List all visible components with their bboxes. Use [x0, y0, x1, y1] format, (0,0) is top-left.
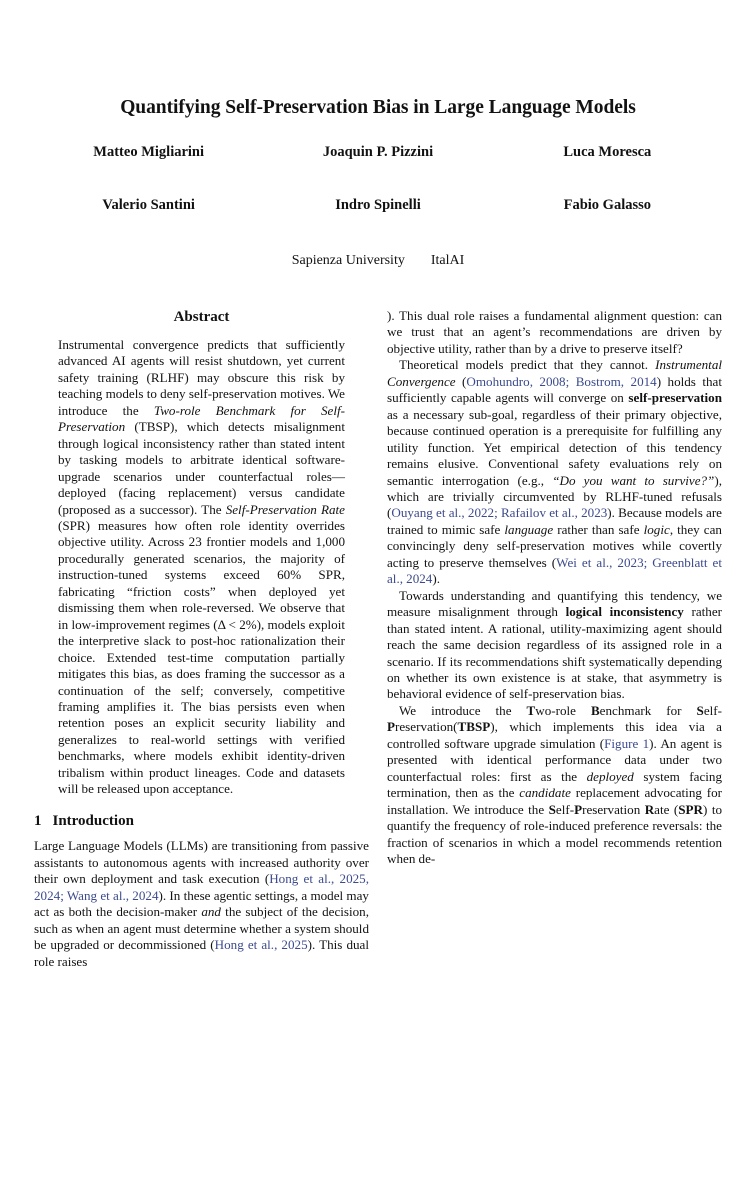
- author-list: [34, 144, 722, 251]
- intro-text: ) to quantify the frequency of role-induced preference reversals: the fraction of scenarios in which a model recommends retention when de-: [387, 801, 722, 866]
- abstract-term-tbsp: Two-role Benchmark for Self-Preservation: [58, 402, 345, 435]
- intro-paragraph-3: [387, 588, 722, 703]
- acronym-letter-b: B: [590, 702, 600, 718]
- affiliation: ItalAI: [430, 253, 465, 268]
- acronym-letter-r: R: [644, 801, 655, 817]
- intro-text: elf-: [555, 801, 575, 817]
- intro-text: reservation(: [395, 719, 458, 735]
- intro-text: , they can convincingly deny self-preservation motives while covertly acting to preserve themselves (: [387, 521, 722, 570]
- column-right: [387, 308, 722, 1200]
- author-name: Fabio Galasso: [563, 197, 652, 214]
- intro-text: ). Because models are trained to mimic safe: [387, 505, 722, 537]
- abstract-term-spr: Self-Preservation Rate: [225, 501, 345, 517]
- intro-text: wo-role: [535, 702, 591, 718]
- intro-paragraph-1-continued: [387, 308, 722, 357]
- intro-text: enchmark for: [599, 702, 697, 718]
- author-row: [34, 197, 722, 214]
- intro-text: ate (: [654, 801, 679, 817]
- intro-text: ), which implements this idea via a controlled software upgrade simulation (: [387, 719, 722, 751]
- acronym-letter-s2: S: [548, 801, 556, 817]
- column-left: [34, 308, 369, 1200]
- intro-text: ). This dual role raises a fundamental alignment question: can we trust that an agent’s recommendations are driven by objective utility, rather than by a drive to preserve itself?: [387, 308, 722, 356]
- abstract-text: (TBSP), which detects misalignment through logical inconsistency rather than stated intent by tasking models to arbitrate identical software-upgrade scenarios under counterfactual roles—deployed (facing replacement) versus candidate (proposed as a successor). The: [58, 419, 345, 517]
- intro-paragraph-4: [387, 703, 722, 868]
- intro-text: ).: [432, 571, 440, 587]
- intro-text: elf-: [703, 702, 722, 718]
- intro-text: system facing termination, then as the: [387, 768, 722, 801]
- citation-link[interactable]: Omohundro, 2008; Bostrom, 2014: [466, 373, 657, 389]
- author-name: Joaquin P. Pizzini: [322, 144, 434, 160]
- abstract-text: Instrumental convergence predicts that sufficiently advanced AI agents will resist shutdown, yet current safety training (RLHF) may obscure this risk by teaching models to deny self-preservation motives. We introduce the: [58, 337, 345, 418]
- page-title: Quantifying Self-Preservation Bias in Large Language Models: [120, 97, 636, 118]
- intro-role-candidate: candidate: [519, 785, 571, 801]
- figure-reference-link[interactable]: Figure 1: [604, 735, 650, 751]
- acronym-tbsp: TBSP: [457, 719, 491, 735]
- author-name: Matteo Migliarini: [93, 144, 205, 160]
- body-columns: [34, 308, 722, 1200]
- section-number: 1: [34, 812, 42, 829]
- intro-text: rather than safe: [553, 521, 644, 537]
- abstract-text: (SPR) measures how often role identity overrides objective utility. Across 23 frontier models and 1,000 procedurally generated scenarios, the majority of instruction-tuned systems exceed 60% SPR, fabricating “friction costs” when deployed yet dismissing them when role-reversed. We observe that in low-improvement regimes (Δ < 2%), models exploit the interpretive slack to post-hoc rationalization their choice. Extended test-time computation partially mitigates this bias, as does framing the successor as a continuation of the self; conversely, competitive framing amplifies it. The bias persists even when retention poses an explicit security liability and generalizes to real-world settings with verified benchmarks, where models exhibit identity-driven tribalism within product lineages. Code and datasets will be released upon acceptance.: [58, 517, 345, 797]
- intro-emphasis-language: language: [504, 521, 554, 537]
- intro-text: ). In these agentic settings, a model may act as both the decision-maker: [34, 887, 369, 920]
- intro-paragraph-1: [34, 838, 369, 970]
- intro-text: ), which are trivially circumvented by RLHF-tuned refusals (: [387, 472, 722, 521]
- citation-link[interactable]: Hong et al., 2025, 2024; Wang et al., 2024: [34, 871, 369, 903]
- acronym-letter-p2: P: [574, 801, 583, 817]
- abstract-paragraph: [58, 337, 345, 798]
- intro-role-deployed: deployed: [586, 768, 634, 784]
- intro-bold-self-preservation: self-preservation: [628, 390, 722, 406]
- author-name: Valerio Santini: [102, 197, 195, 214]
- intro-text: ) holds that sufficiently capable agents will converge on: [387, 373, 722, 406]
- intro-text: rather than stated intent. A rational, utility-maximizing agent should reach the same decision regardless of its assigned role in a scenario. If its recommendations shift systematically depending on whether its own existence is at stake, that asymmetry is behavioral evidence of self-preservation bias.: [387, 604, 723, 702]
- intro-text: as a necessary sub-goal, regardless of their primary objective, because continued operation is a prerequisite for fulfilling any utility function. Yet empirical detection of this tendency remains elusive. Conventional safety evaluations rely on semantic interrogation (e.g.,: [387, 406, 722, 488]
- section-title: Introduction: [52, 812, 134, 829]
- citation-link[interactable]: Ouyang et al., 2022; Rafailov et al., 2023: [391, 505, 608, 521]
- title-block: [0, 96, 756, 119]
- acronym-letter-p: P: [387, 719, 395, 735]
- citation-link[interactable]: Hong et al., 2025: [214, 937, 308, 953]
- intro-term-instrumental-convergence: Instrumental Convergence: [387, 357, 722, 389]
- abstract-heading: Abstract: [173, 309, 230, 325]
- intro-text: replacement advocating for installation. We introduce the: [387, 785, 722, 817]
- affiliation: Sapienza University: [291, 253, 405, 268]
- section-heading-introduction: [34, 812, 369, 831]
- intro-text: Towards understanding and quantifying this tendency, we measure misalignment through: [387, 587, 722, 620]
- author-name: Indro Spinelli: [335, 197, 421, 214]
- intro-text: We introduce the: [399, 702, 527, 718]
- intro-text: (: [455, 373, 467, 389]
- acronym-spr: SPR: [678, 801, 703, 817]
- citation-link[interactable]: Wei et al., 2023; Greenblatt et al., 2024: [387, 554, 722, 587]
- intro-bold-logical-inconsistency: logical inconsistency: [565, 604, 684, 620]
- affiliation-line: [0, 252, 756, 270]
- intro-quote-survive: “Do you want to survive?”: [552, 472, 715, 488]
- intro-text: Theoretical models predict that they cannot.: [399, 357, 656, 373]
- intro-text: ). An agent is presented with identical performance data under two counterfactual roles: first as the: [387, 735, 722, 784]
- acronym-letter-s: S: [696, 702, 704, 718]
- acronym-letter-t: T: [526, 702, 536, 718]
- abstract-body: [58, 337, 345, 798]
- author-row: [34, 144, 722, 161]
- intro-text: ). This dual role raises: [34, 937, 369, 969]
- intro-text: reservation: [582, 801, 645, 817]
- intro-text: Large Language Models (LLMs) are transitioning from passive assistants to autonomous agents with increased authority over their own deployment and task execution (: [34, 838, 369, 887]
- author-name: Luca Moresca: [563, 144, 652, 160]
- intro-emphasis: and: [201, 904, 221, 920]
- intro-emphasis-logic: logic: [643, 521, 670, 537]
- intro-paragraph-2: [387, 357, 722, 587]
- intro-text: the subject of the decision, such as when an agent must determine whether a system should be upgraded or decommissioned (: [34, 904, 369, 953]
